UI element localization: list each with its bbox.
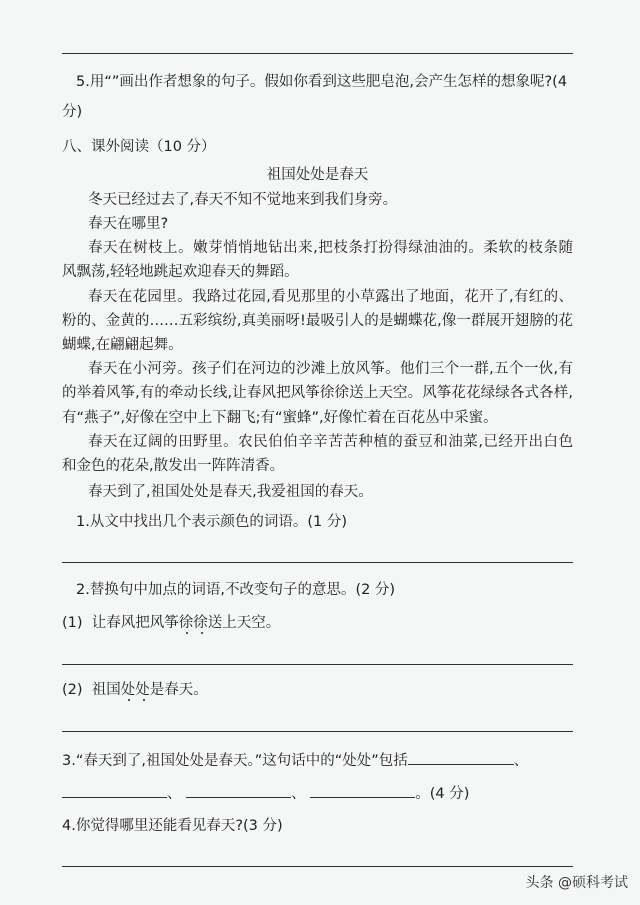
passage-line: 春天在哪里? [88, 216, 169, 232]
passage-line: 风飘荡,轻轻地跳起欢迎春天的舞蹈。 [62, 264, 299, 280]
dotted-char: 处 [135, 682, 150, 698]
question-4: 4.你觉得哪里还能看见春天?(3 分) [62, 818, 283, 834]
dotted-char: 徐 [178, 615, 194, 631]
answer-line[interactable] [62, 866, 573, 867]
question-3-blanks [62, 783, 573, 804]
answer-blank[interactable] [408, 750, 514, 765]
dotted-char: 徐 [193, 615, 208, 631]
question-1: 1.从文中找出几个表示颜色的词语。(1 分) [76, 514, 347, 530]
item-number: (2) [62, 682, 83, 698]
question-2-item-2 [62, 680, 573, 700]
answer-line[interactable] [62, 562, 573, 563]
passage-line: 和金色的花朵,散发出一阵阵清香。 [62, 458, 285, 474]
q5-line2: 分) [62, 104, 83, 120]
answer-blank[interactable] [186, 783, 291, 798]
separator: 、 [291, 786, 306, 802]
question-3 [62, 750, 573, 771]
passage-line: 春天在树枝上。嫩芽悄悄地钻出来,把枝条打扮得绿油油的。柔软的枝条随 [88, 240, 573, 256]
answer-line[interactable] [62, 664, 573, 665]
sentence-text: 让春风把风筝 [91, 615, 179, 631]
dotted-char: 处 [120, 682, 136, 698]
passage-line: 春天在辽阔的田野里。农民伯伯辛辛苦苦种植的蚕豆和油菜,已经开出白色 [88, 434, 573, 450]
question-text: 3.“春天到了,祖国处处是春天。”这句话中的“处处”包括 [62, 753, 408, 769]
answer-line [62, 53, 573, 54]
passage-line: 的举着风筝,有的牵动长线,让春风把风筝徐徐送上天空。风筝花花绿绿各式各样, [62, 385, 573, 401]
passage-line: 春天在小河旁。孩子们在河边的沙滩上放风筝。他们三个一群,五个一伙,有 [88, 361, 573, 377]
passage-line: 冬天已经过去了,春天不知不觉地来到我们身旁。 [88, 192, 398, 208]
sentence-text: 祖国 [91, 682, 121, 698]
answer-blank[interactable] [62, 783, 167, 798]
sentence-text: 是春天。 [149, 682, 208, 698]
passage-title: 祖国处处是春天 [266, 167, 369, 183]
question-2: 2.替换句中加点的词语,不改变句子的意思。(2 分) [76, 582, 396, 598]
sentence-text: 送上天空。 [207, 615, 281, 631]
passage-line: 蝴蝶,在翩翩起舞。 [62, 337, 183, 353]
q5-line1: 5.用“”画出作者想象的句子。假如你看到这些肥皂泡,会产生怎样的想象呢?(4 [76, 74, 568, 90]
watermark: 头条 @硕科考试 [525, 875, 628, 891]
separator: 、 [167, 786, 182, 802]
passage-line: 春天到了,祖国处处是春天,我爱祖国的春天。 [88, 484, 373, 500]
separator: 、 [513, 753, 529, 769]
answer-blank[interactable] [310, 783, 415, 798]
question-2-item-1 [62, 613, 573, 633]
answer-line[interactable] [62, 731, 573, 732]
points: 。(4 分) [415, 786, 470, 802]
item-number: (1) [62, 615, 83, 631]
passage-line: 粉的、金黄的……五彩缤纷,真美丽呀!最吸引人的是蝴蝶花,像一群展开翅膀的花 [62, 313, 573, 329]
passage-line: 有“燕子”,好像在空中上下翻飞;有“蜜蜂”,好像忙着在百花丛中采蜜。 [62, 410, 498, 426]
passage-line: 春天在花园里。我路过花园,看见那里的小草露出了地面，花开了,有红的、 [88, 289, 573, 305]
section-heading: 八、课外阅读（10 分） [62, 139, 216, 155]
